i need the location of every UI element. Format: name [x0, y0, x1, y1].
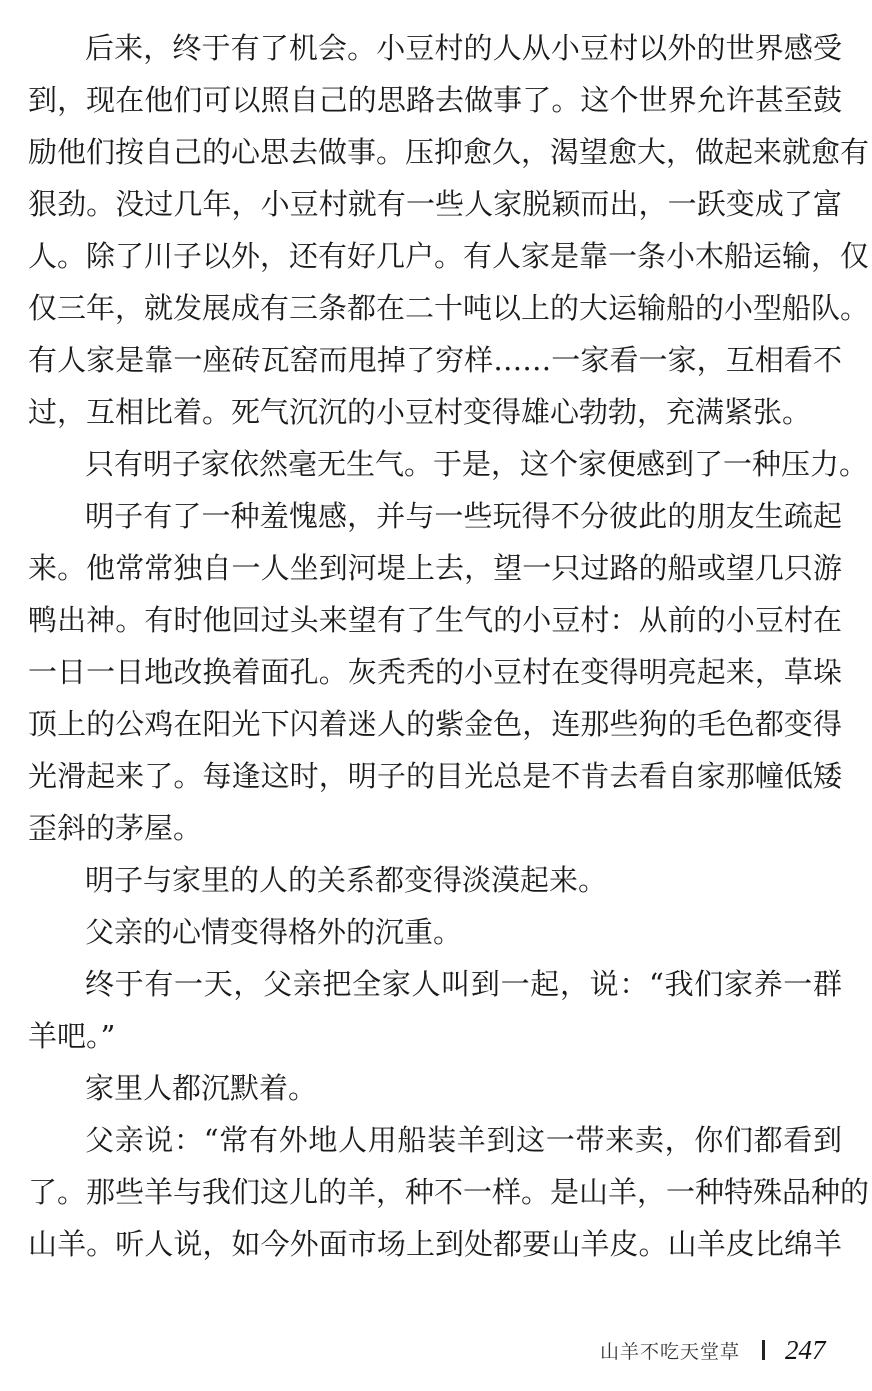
- text-line: 过，互相比着。死气沉沉的小豆村变得雄心勃勃，充满紧张。: [28, 395, 812, 429]
- footer-divider: [762, 1340, 765, 1360]
- text-line: 父亲说：“常有外地人用船装羊到这一带来卖，你们都看到: [85, 1123, 842, 1157]
- text-line: 明子有了一种羞愧感，并与一些玩得不分彼此的朋友生疏起: [85, 499, 842, 533]
- text-line: 明子与家里的人的关系都变得淡漠起来。: [85, 863, 608, 897]
- page-footer: [600, 1332, 826, 1368]
- text-line: 只有明子家依然毫无生气。于是，这个家便感到了一种压力。: [85, 447, 869, 481]
- text-line: 狠劲。没过几年，小豆村就有一些人家脱颖而出，一跃变成了富: [28, 187, 842, 221]
- text-line: 励他们按自己的心思去做事。压抑愈久，渴望愈大，做起来就愈有: [28, 135, 870, 169]
- text-line: 山羊。听人说，如今外面市场上到处都要山羊皮。山羊皮比绵羊: [28, 1227, 842, 1261]
- text-line: 后来，终于有了机会。小豆村的人从小豆村以外的世界感受: [85, 31, 842, 65]
- text-line: 父亲的心情变得格外的沉重。: [85, 915, 463, 949]
- text-line: 有人家是靠一座砖瓦窑而甩掉了穷样……一家看一家，互相看不: [28, 343, 842, 377]
- text-line: 顶上的公鸡在阳光下闪着迷人的紫金色，连那些狗的毛色都变得: [28, 707, 842, 741]
- text-line: 家里人都沉默着。: [85, 1071, 318, 1105]
- text-line: 仅三年，就发展成有三条都在二十吨以上的大运输船的小型船队。: [28, 291, 870, 325]
- text-line: 了。那些羊与我们这儿的羊，种不一样。是山羊，一种特殊品种的: [28, 1175, 870, 1209]
- text-line: 歪斜的茅屋。: [28, 811, 203, 845]
- text-line: 一日一日地改换着面孔。灰秃秃的小豆村在变得明亮起来，草垛: [28, 655, 842, 689]
- text-line: 光滑起来了。每逢这时，明子的目光总是不肯去看自家那幢低矮: [28, 759, 842, 793]
- running-title: 山羊不吃天堂草: [600, 1340, 741, 1363]
- text-line: 鸭出神。有时他回过头来望有了生气的小豆村：从前的小豆村在: [28, 603, 842, 637]
- page-body: [28, 22, 870, 1270]
- text-line: 人。除了川子以外，还有好几户。有人家是靠一条小木船运输，仅: [28, 239, 870, 273]
- text-line: 羊吧。”: [28, 1019, 116, 1053]
- text-line: 来。他常常独自一人坐到河堤上去，望一只过路的船或望几只游: [28, 551, 842, 585]
- text-line: 到，现在他们可以照自己的思路去做事了。这个世界允许甚至鼓: [28, 83, 842, 117]
- text-line: 终于有一天，父亲把全家人叫到一起，说：“我们家养一群: [85, 967, 842, 1001]
- page-number: 247: [785, 1334, 826, 1365]
